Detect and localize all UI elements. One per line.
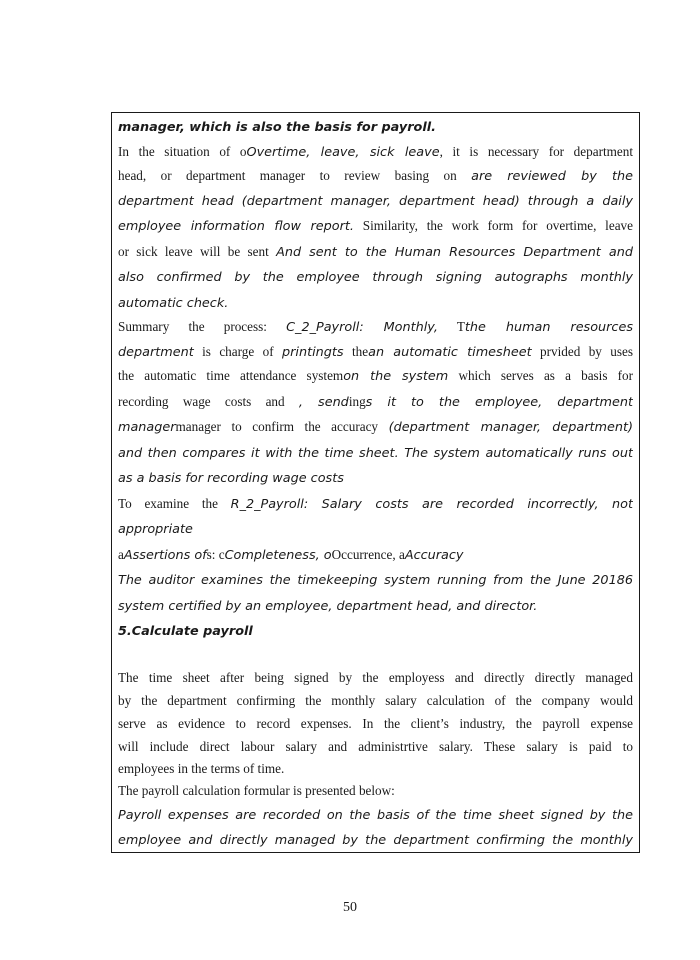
text-line-8: automatic check.	[118, 295, 229, 311]
text-line-1: manager, which is also the basis for payroll.	[118, 120, 436, 135]
text-line-7: also confirmed by the employee through signing autographs monthly	[118, 270, 633, 285]
text-line-23: by the department confirming the monthly salary calculation of the company would	[118, 692, 633, 708]
text-line-5: employee information flow report. Similarity, the work form for overtime, leave	[118, 218, 633, 234]
text-line-15: as a basis for recording wage costs	[118, 471, 344, 486]
text-line-2: In the situation of oOvertime, leave, sick leave, it is necessary for department	[118, 143, 633, 160]
blank-spacer	[118, 644, 633, 666]
text-line-16: To examine the R_2_Payroll: Salary costs are recorded incorrectly, not	[118, 495, 633, 512]
text-line-18: aAssertions ofs: cCompleteness, oOccurrence, aAccuracy	[118, 546, 464, 563]
text-line-3: head, or department manager to review basing on are reviewed by the	[118, 168, 633, 184]
text-line-25: will include direct labour salary and administrtive salary. These salary is paid to	[118, 738, 633, 754]
text-line-13: managermanager to confirm the accuracy (department manager, department)	[118, 419, 633, 435]
text-line-20: system certified by an employee, department head, and director.	[118, 598, 538, 614]
text-line-4: department head (department manager, department head) through a daily	[118, 193, 633, 209]
text-line-26: employees in the terms of time.	[118, 760, 285, 776]
text-line-12: recording wage costs and , sendings it to the employee, department	[118, 393, 633, 410]
text-line-27: The payroll calculation formular is presented below:	[118, 782, 395, 798]
text-line-28: Payroll expenses are recorded on the basis of the time sheet signed by the	[118, 807, 633, 823]
text-line-14: and then compares it with the time sheet. The system automatically runs out	[118, 445, 633, 461]
section-heading: 5.Calculate payroll	[118, 624, 253, 639]
text-line-22: The time sheet after being signed by the employess and directly directly managed	[118, 669, 633, 685]
page-number: 50	[343, 900, 357, 915]
text-line-24: serve as evidence to record expenses. In the client’s industry, the payroll expense	[118, 715, 633, 731]
text-line-19: The auditor examines the timekeeping system running from the June 20186	[118, 573, 633, 588]
text-line-11: the automatic time attendance systemon the system which serves as a basis for	[118, 368, 633, 384]
text-line-6: or sick leave will be sent And sent to the Human Resources Department and	[118, 243, 633, 260]
text-line-9: Summary the process: C_2_Payroll: Monthly, Tthe human resources	[118, 319, 633, 335]
text-line-29: employee and directly managed by the department confirming the monthly	[118, 833, 633, 848]
text-line-10: department is charge of printingts thean automatic timesheet prvided by uses	[118, 343, 633, 360]
text-line-17: appropriate	[118, 522, 193, 537]
text-box	[111, 112, 640, 853]
